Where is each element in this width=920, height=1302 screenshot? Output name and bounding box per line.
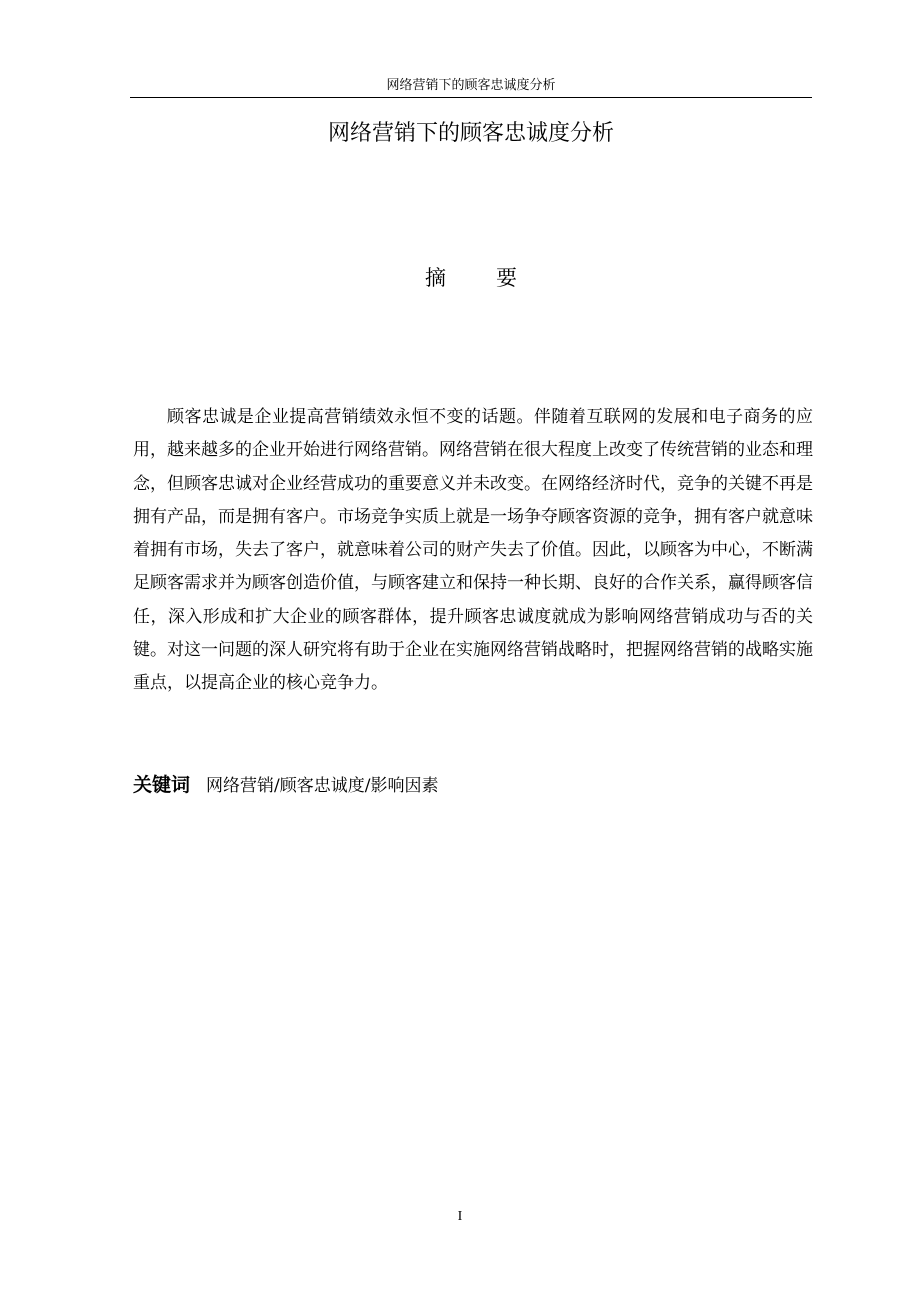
abstract-body: 顾客忠诚是企业提高营销绩效永恒不变的话题。伴随着互联网的发展和电子商务的应用，越来越多的企业开始进行网络营销。网络营销在很大程度上改变了传统营销的业态和理念，但顾客忠诚对企业经营成功的重要意义并未改变。在网络经济时代，竞争的关键不再是拥有产品，而是拥有客户。市场竞争实质上就是一场争夺顾客资源的竞争，拥有客户就意味着拥有市场，失去了客户，就意味着公司的财产失去了价值。因此，以顾客为中心，不断满足顾客需求并为顾客创造价值，与顾客建立和保持一种长期、良好的合作关系，赢得顾客信任，深入形成和扩大企业的顾客群体，提升顾客忠诚度就成为影响网络营销成功与否的关键。对这一问题的深人研究将有助于企业在实施网络营销战略时，把握网络营销的战略实施重点，以提高企业的核心竞争力。 [133, 407, 813, 694]
keywords-value: 网络营销/顾客忠诚度/影响因素 [206, 776, 439, 796]
keywords-line [133, 770, 813, 801]
running-header: 网络营销下的顾客忠诚度分析 [386, 78, 556, 93]
abstract-heading [130, 263, 812, 293]
abstract-heading-char-2: 要 [496, 266, 517, 290]
keywords-label: 关键词 [133, 774, 191, 796]
document-title: 网络营销下的顾客忠诚度分析 [327, 121, 614, 146]
abstract-heading-char-1: 摘 [425, 266, 446, 290]
header-rule [130, 97, 812, 98]
page-number: I [457, 1209, 463, 1224]
